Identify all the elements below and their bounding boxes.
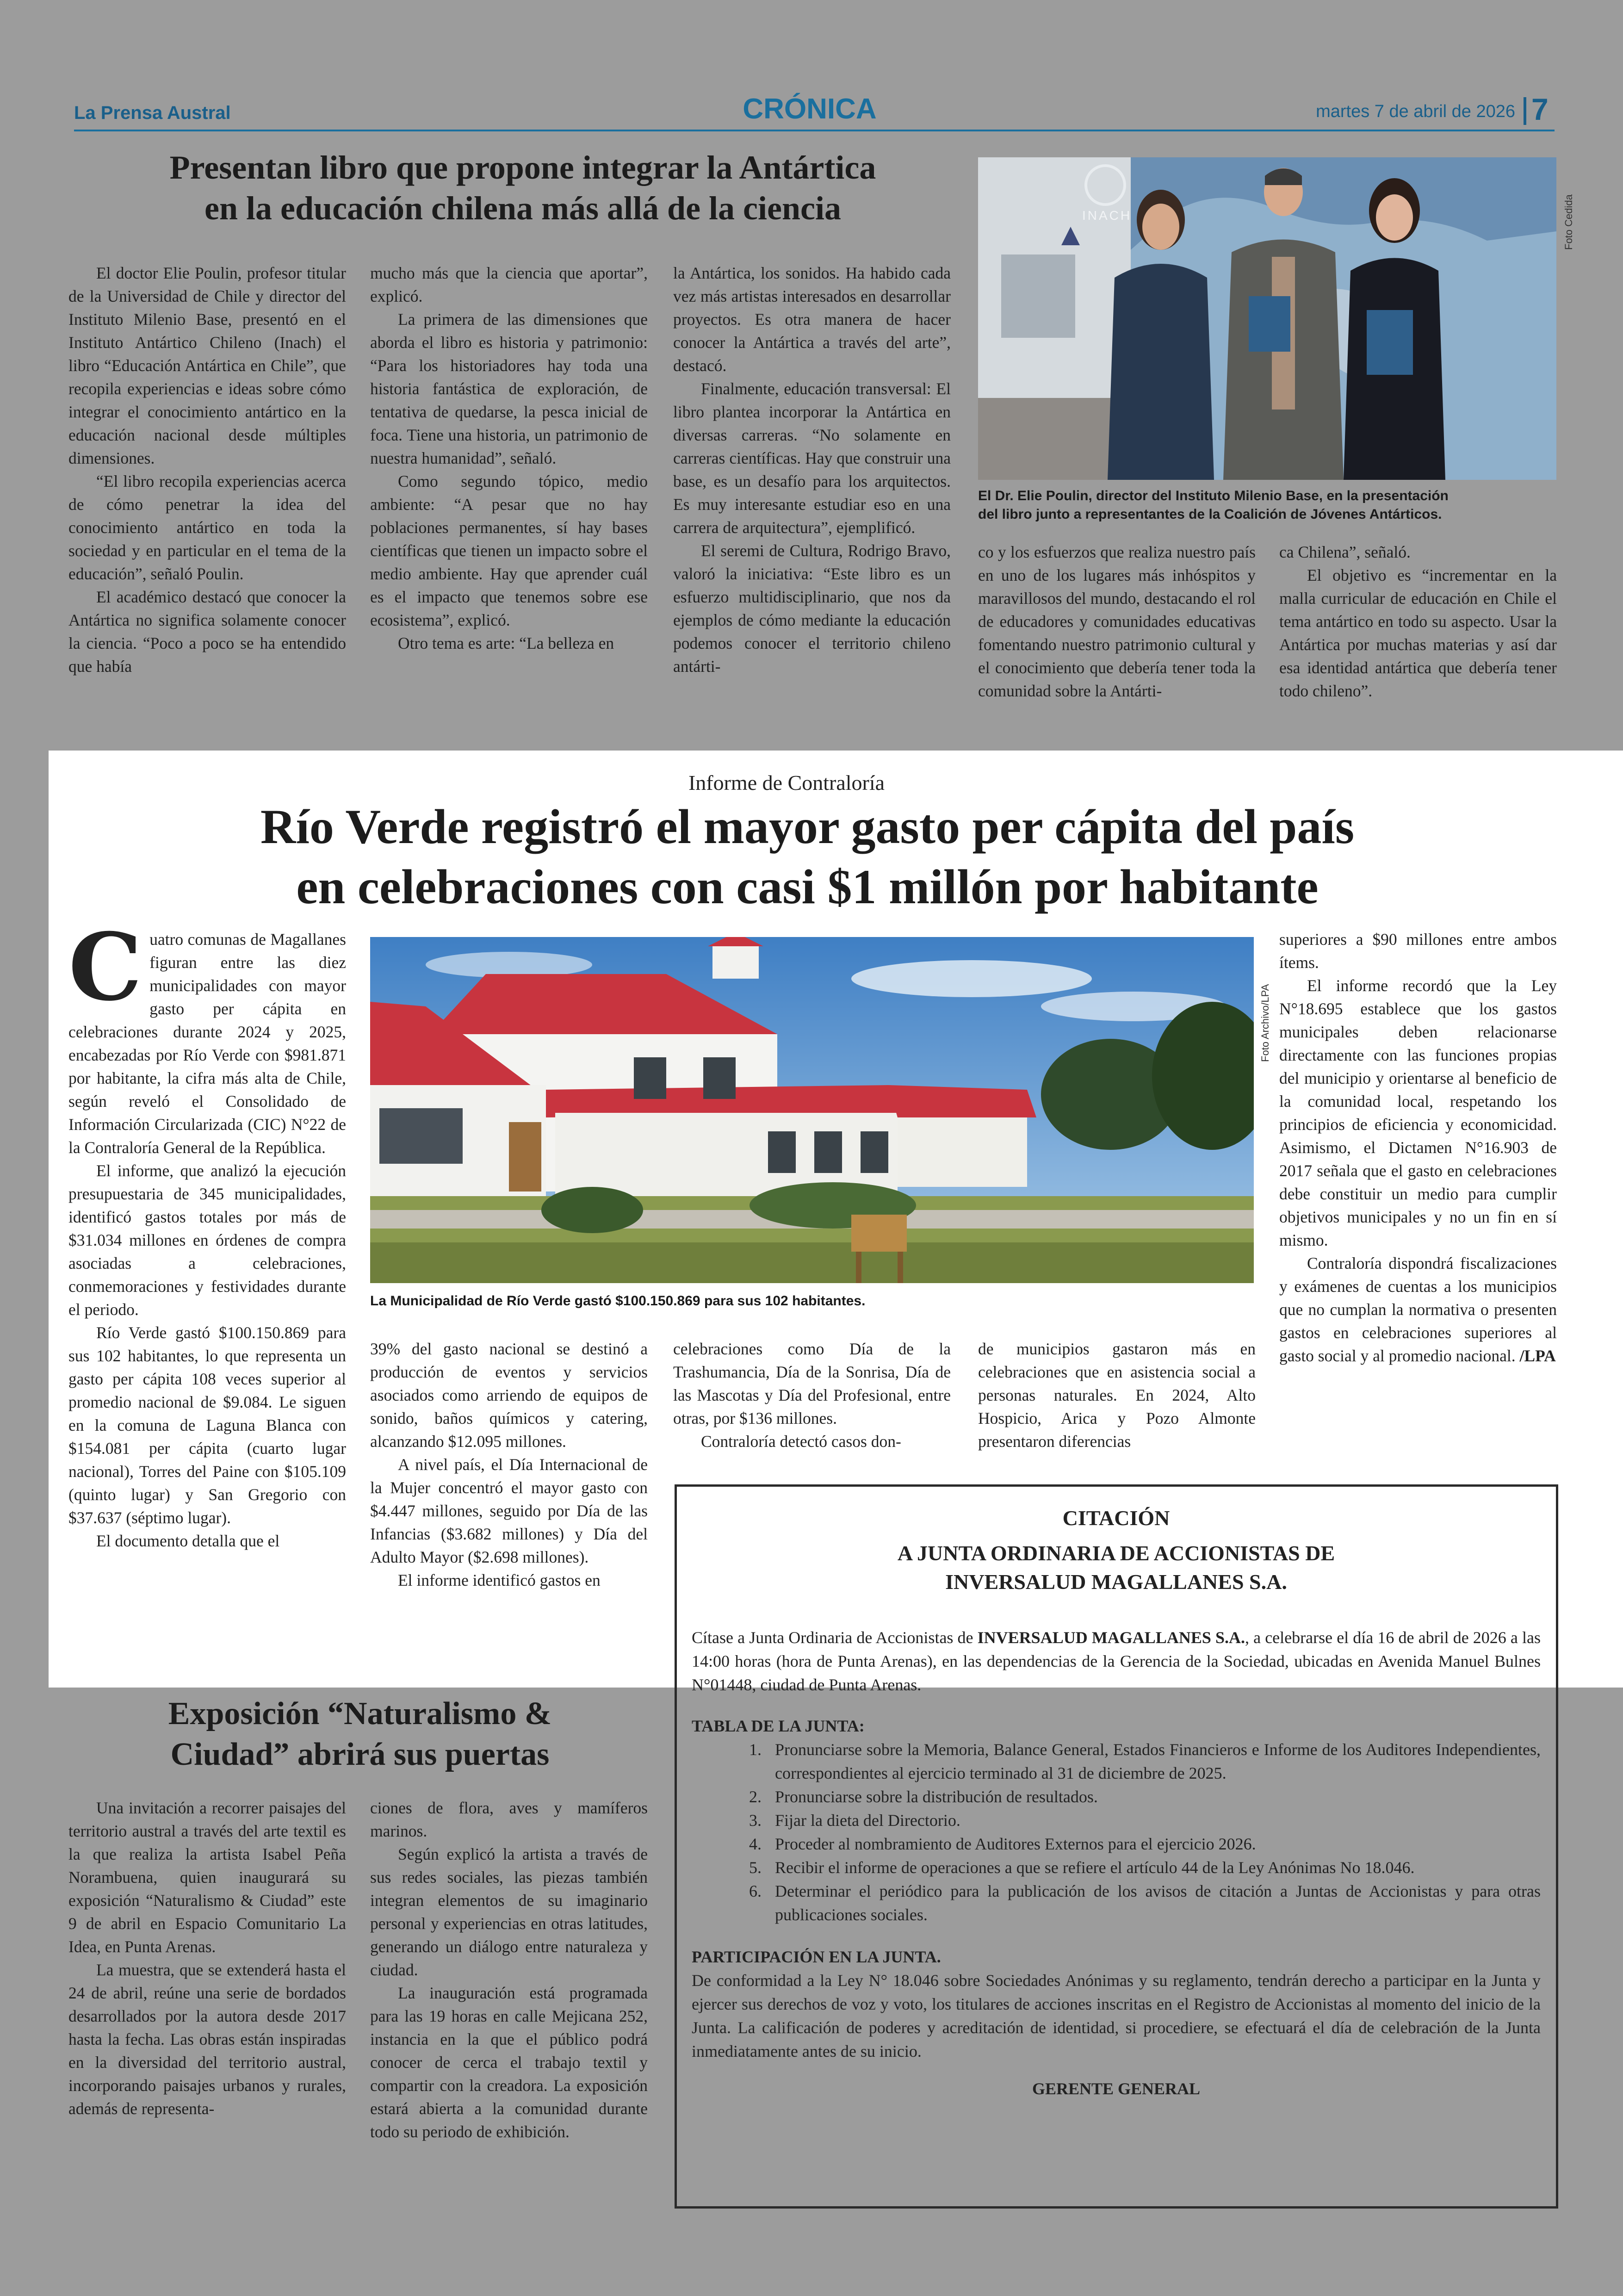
article2-paragraph [1279,1252,1557,1367]
article1-paragraph: Finalmente, educación transversal: El libro plantea incorporar la Antártica en diversas carreras. “No solamente en carreras científicas. Hay que construir una base, es un desafío para los arquitectos. Es muy interesante estudiar eso en una carrera de arquitectura”, ejemplificó. [673,379,951,537]
participation-text: De conformidad a la Ley N° 18.046 sobre Sociedades Anónimas y su reglamento, tendrán derecho a participar en la Junta y ejercer sus derechos de voz y voto, los titulares de acciones inscritas en el Registro de Accionistas al momento del inicio de la Junta. La calificación de poderes y acreditación de identidad, si procediere, se efectuará el día de celebración de la Junta inmediatamente antes de su inicio. [692,1971,1541,2060]
article1-headline [74,147,972,229]
article2-paragraph: Río Verde gastó $100.150.869 para sus 102 habitantes, lo que representa un gasto per cápita 108 veces superior al promedio nacional de $9.084. Le siguen en la comuna de Laguna Blanca con $154.081 per cápita (cuarto lugar nacional), Torres del Paine con $105.109 (quinto lugar) y San Gregorio con $37.637 (séptimo lugar). [68,1323,346,1527]
article1-column-5 [1279,540,1557,702]
group-photo-illustration [978,157,1556,480]
article2-paragraph: 39% del gasto nacional se destinó a producción de eventos y servicios asociados como arriendo de equipos de sonido, baños químicos y catering, alcanzando $12.095 millones. [370,1340,648,1451]
article1-paragraph: El académico destacó que conocer la Antártica no significa solamente conocer la ciencia. “Poco a poco se ha entendido que había [68,588,346,676]
municipal-building-illustration [370,937,1254,1283]
article1-paragraph: la Antártica, los sonidos. Ha habido cada vez más artistas interesados en desarrollar proyectos. Es otra manera de hacer conocer la Antártica a través del arte”, destacó. [673,264,951,375]
article1-paragraph: El doctor Elie Poulin, profesor titular de la Universidad de Chile y director del Instituto Milenio Base, presentó en el Instituto Antártico Chileno (Inach) el libro “Educación Antártica en Chile”, que recopila experiencias e ideas sobre cómo integrar el conocimiento antártico en la educación nacional desde múltiples dimensiones. [68,264,346,467]
article2-column-3 [673,1337,951,1453]
article1-column-2 [370,261,648,655]
article2-headline-line1: Río Verde registró el mayor gasto per cápita del país [260,800,1355,854]
agenda-item: 6. Determinar el periódico para la publicación de los avisos de citación a Juntas de Accionistas y para otras publicaciones sociales. [766,1880,1541,1927]
article1-column-1 [68,261,346,678]
article2-paragraph: El documento detalla que el [96,1532,280,1550]
article1-caption [978,487,1561,524]
article1-paragraph: “El libro recopila experiencias acerca de cómo penetrar la idea del conocimiento antártico en toda la sociedad y en particular en el tema de la educación”, señaló Poulin. [68,472,346,583]
article2-kicker: Informe de Contraloría [688,771,885,794]
section-name: CRÓNICA [743,93,877,125]
article2-paragraph: A nivel país, el Día Internacional de la Mujer concentró el mayor gasto con $4.447 millones, seguido por Día de las Infancias ($3.682 millones) y Día del Adulto Mayor ($2.698 millones). [370,1455,648,1566]
article1-paragraph: mucho más que la ciencia que aportar”, explicó. [370,264,648,305]
article1-paragraph: ca Chilena”, señaló. [1279,543,1411,561]
article3-headline-line1: Exposición “Naturalismo & [168,1696,552,1731]
article1-paragraph: Otro tema es arte: “La belleza en [398,634,614,652]
article3-paragraph: La inauguración está programada para las 19 horas en calle Mejicana 252, instancia en la que el público podrá conocer de cerca el trabajo textil y compartir con la creadora. La exposición estará abierta a la comunidad durante todo su periodo de exhibición. [370,1984,648,2141]
agenda-item: 1. Pronunciarse sobre la Memoria, Balance General, Estados Financieros e Informe de los Auditores Independientes, correspondientes al ejercicio terminado al 31 de diciembre de 2025. [766,1738,1541,1785]
article1-photo [978,157,1556,480]
article1-column-4 [978,540,1256,702]
drop-cap: C [68,913,142,1022]
agenda-item: 2. Pronunciarse sobre la distribución de resultados. [766,1785,1541,1809]
article1-headline-line1: Presentan libro que propone integrar la Antártica [169,149,876,186]
agenda-item: 4. Proceder al nombramiento de Auditores Externos para el ejercicio 2026. [766,1832,1541,1856]
article1-paragraph: La primera de las dimensiones que aborda el libro es historia y patrimonio: “Para los historiadores hay toda una historia fantástica de exploración, de tentativa de quedarse, la pesca inicial de foca. Tiene una historia, un patrimonio de nuestra humanidad”, señaló. [370,310,648,467]
article3-headline [68,1694,651,1775]
article2-closing-text: Contraloría dispondrá fiscalizaciones y exámenes de cuentas a los municipios que no cumplan la normativa o presenten gastos en celebraciones superiores al gasto social y al promedio nacional. [1279,1254,1557,1365]
article2-photo [370,937,1254,1283]
article3-paragraph: ciones de flora, aves y mamíferos marinos. [370,1799,648,1840]
citation-notice-content [692,1504,1541,2101]
article2-paragraph: de municipios gastaron más en celebraciones que en asistencia social a personas naturales. En 2024, Alto Hospicio, Arica y Pozo Almonte presentaron diferencias [978,1340,1256,1451]
agenda-list [692,1738,1541,1927]
article2-photo-credit: Foto Archivo/LPA [1259,984,1271,1062]
article2-signoff: /LPA [1519,1347,1556,1365]
article3-paragraph: Según explicó la artista a través de sus redes sociales, las piezas también integran elementos de su imaginario personal y experiencias en otras latitudes, generando un diálogo entre naturaleza y ciudad. [370,1845,648,1979]
article2-lead-paragraph: uatro comunas de Magallanes figuran entre las diez municipalidades con mayor gasto per cápita en celebraciones durante 2024 y 2025, encabezadas por Río Verde con $981.871 por habitante, la cifra más alta de Chile, según reveló el Consolidado de Información Circularizada (CIC) N°22 de la Contraloría General de la República. [68,930,346,1157]
article2-paragraph: Contraloría detectó casos don- [701,1432,901,1451]
article1-caption-line1: El Dr. Elie Poulin, director del Instituto Milenio Base, en la presentación [978,488,1449,503]
article2-caption: La Municipalidad de Río Verde gastó $100.150.869 para sus 102 habitantes. [370,1293,866,1309]
notice-signature: GERENTE GENERAL [1032,2079,1201,2098]
masthead-separator [1524,97,1526,125]
article3-paragraph: La muestra, que se extenderá hasta el 24 de abril, reúne una serie de bordados desarrollados por la autora desde 2017 hasta la fecha. Las obras están inspiradas en la diversidad del territorio austral, incorporando paisajes urbanos y rurales, además de representa- [68,1961,346,2118]
article2-paragraph: superiores a $90 millones entre ambos ítems. [1279,930,1557,972]
article2-paragraph: celebraciones como Día de la Trashumancia, Día de la Sonrisa, Día de las Mascotas y Día del Profesional, entre otras, por $136 millones. [673,1340,951,1427]
participation-heading: PARTICIPACIÓN EN LA JUNTA. [692,1948,941,1966]
article2-paragraph: El informe, que analizó la ejecución presupuestaria de 345 municipalidades, identificó gastos totales por más de $31.034 millones en órdenes de compra asociadas a celebraciones, conmemoraciones y festividades durante el periodo. [68,1161,346,1319]
article2-column-5 [1279,928,1557,1367]
notice-title: CITACIÓN [1062,1506,1170,1530]
article1-paragraph: Como segundo tópico, medio ambiente: “A pesar que no hay poblaciones permanentes, sí hay bases científicas que tienen un impacto sobre el medio ambiente. Hay que aprender cuál es el impacto que tenemos sobre ese ecosistema”, explicó. [370,472,648,629]
agenda-item: 3. Fijar la dieta del Directorio. [766,1809,1541,1832]
article1-paragraph: co y los esfuerzos que realiza nuestro país en uno de los lugares más inhóspitos y maravillosos del mundo, destacando el rol de educadores y comunidades educativas fomentando nuestro patrimonio cultural y el conocimiento que debería tener toda la comunidad sobre la Antárti- [978,543,1256,700]
issue-date: martes 7 de abril de 2026 [1316,102,1515,121]
paper-name: La Prensa Austral [74,103,231,123]
article2-headline [74,797,1541,917]
agenda-heading: TABLA DE LA JUNTA: [692,1717,865,1735]
masthead-rule [74,130,1555,131]
article2-paragraph: El informe recordó que la Ley N°18.695 establece que los gastos municipales deben relacionarse directamente con las funciones propias del municipio y orientarse al beneficio de la comunidad local, respetando los principios de eficiencia y economicidad. Asimismo, el Dictamen N°16.903 de 2017 señala que el gasto en celebraciones debe constituir un medio para cumplir objetivos municipales y no un fin en sí mismo. [1279,976,1557,1249]
article1-headline-line2: en la educación chilena más allá de la ciencia [204,190,841,227]
article1-caption-line2: del libro junto a representantes de la Coalición de Jóvenes Antárticos. [978,507,1442,522]
notice-intro-b: , a celebrarse el día 16 de abril de 2026 a las 14:00 horas (hora de Punta Arenas), en las dependencias de la Gerencia de la Sociedad, ubicadas en Avenida Manuel Bulnes N°01448, ciudad de Punta Arenas. [692,1628,1541,1694]
article1-column-3 [673,261,951,678]
agenda-item: 5. Recibir el informe de operaciones a que se refiere el artículo 44 de la Ley Anónimas No 18.046. [766,1856,1541,1880]
notice-subtitle-line2: INVERSALUD MAGALLANES S.A. [945,1570,1287,1594]
article1-photo-credit: Foto Cedida [1563,194,1574,250]
article2-column-1 [68,913,346,1552]
article2-column-2 [370,1337,648,1592]
article3-column-1 [68,1796,346,2120]
article1-paragraph: El objetivo es “incrementar en la malla curricular de educación en Chile el tema antártico en todo su aspecto. Usar la Antártica por muchas materias y así dar esa identidad antártica que debería tener todo chileno”. [1279,566,1557,700]
article3-paragraph: Una invitación a recorrer paisajes del territorio austral a través del arte textil es la que realiza la artista Isabel Peña Norambuena, quien inaugurará su exposición “Naturalismo & Ciudad” este 9 de abril en Espacio Comunitario La Idea, en Punta Arenas. [68,1799,346,1956]
article3-column-2 [370,1796,648,2143]
notice-intro [692,1626,1541,1697]
inach-sign: INACH [1082,208,1132,223]
article3-headline-line2: Ciudad” abrirá sus puertas [170,1737,550,1772]
article1-paragraph: El seremi de Cultura, Rodrigo Bravo, valoró la iniciativa: “Este libro es un esfuerzo multidisciplinario, que nos da ejemplos de cómo mediante la educación podemos conocer el territorio chileno antárti- [673,541,951,676]
article2-paragraph: El informe identificó gastos en [398,1571,601,1589]
page-number: 7 [1531,92,1549,126]
notice-company: INVERSALUD MAGALLANES S.A. [977,1628,1245,1647]
notice-subtitle-line1: A JUNTA ORDINARIA DE ACCIONISTAS DE [897,1541,1335,1565]
article2-headline-line2: en celebraciones con casi $1 millón por habitante [296,860,1319,914]
article2-column-4 [978,1337,1256,1453]
notice-intro-a: Cítase a Junta Ordinaria de Accionistas de [692,1628,973,1647]
